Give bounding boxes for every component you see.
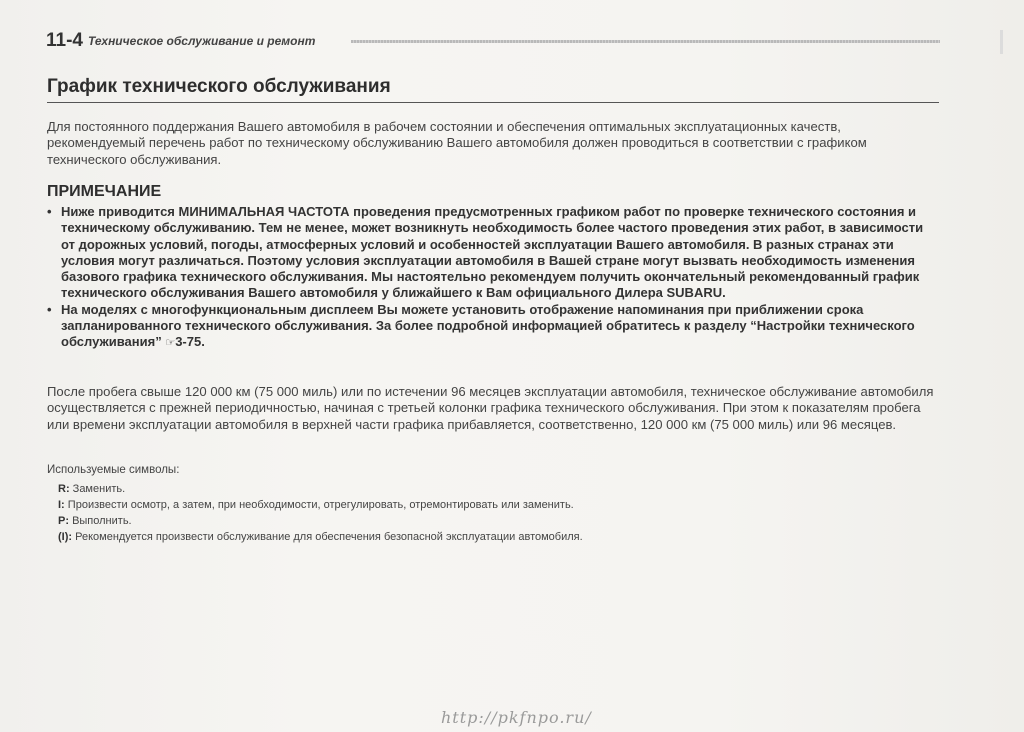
symbol-row: [58, 513, 583, 529]
note-list: [47, 204, 940, 352]
symbol-row: [58, 481, 583, 497]
page-reference-icon: ☞: [165, 337, 176, 350]
note-item: [47, 204, 940, 302]
note-heading: ПРИМЕЧАНИЕ: [47, 183, 162, 200]
page-number: 11-4: [46, 30, 83, 51]
title-underline: [47, 102, 939, 103]
symbol-text: Заменить.: [72, 483, 126, 495]
symbol-text: Выполнить.: [72, 515, 132, 527]
symbol-row: [58, 529, 583, 545]
page-header: [46, 30, 940, 52]
symbols-list: [58, 481, 583, 545]
symbol-row: [58, 497, 583, 513]
note-item-text: На моделях с многофункциональным дисплеем Вы можете установить отображение напоминания при приближении срока запланированного технического обслуживания. За более подробной информацией обратитесь к разделу “Настройки технического обслуживания”: [61, 301, 915, 350]
bullet: •: [47, 204, 52, 219]
section-title: Техническое обслуживание и ремонт: [88, 34, 316, 48]
mileage-paragraph: После пробега свыше 120 000 км (75 000 миль) или по истечении 96 месяцев эксплуатации автомобиля, техническое обслуживание автомобиля осуществляется с прежней периодичностью, начиная с третьей колонки графика технического обслуживания. При этом к показателям пробега или времени эксплуатации автомобиля в верхней части графика прибавляется, соответственно, 120 000 км (75 000 миль) или 96 месяцев.: [47, 384, 934, 432]
symbol-code: (I):: [58, 531, 73, 543]
symbol-text: Рекомендуется произвести обслуживание для обеспечения безопасной эксплуатации автомобиля.: [75, 531, 583, 543]
note-item-text: Ниже приводится МИНИМАЛЬНАЯ ЧАСТОТА проведения предусмотренных графиком работ по проверке технического состояния и техническому обслуживанию. Тем не менее, может возникнуть необходимость более частого проведения этих работ, в зависимости от дорожных условий, погоды, атмосферных условий и особенностей эксплуатации Вашего автомобиля. В разных странах эти условия могут различаться. Поэтому условия эксплуатации автомобиля в Вашей стране могут вызвать необходимость изменения базового графика технического обслуживания. Мы настоятельно рекомендуем получить окончательный рекомендованный график технического обслуживания Вашего автомобиля у ближайшего к Вам официального Дилера SUBARU.: [61, 204, 924, 301]
bullet: •: [47, 301, 52, 317]
header-rule: [351, 40, 940, 43]
note-item: [47, 302, 940, 352]
watermark-url[interactable]: http://pkfnpo.ru/: [441, 708, 592, 727]
symbol-code: P:: [58, 515, 69, 527]
symbol-code: I:: [58, 499, 65, 511]
page-title: График технического обслуживания: [47, 76, 391, 97]
intro-paragraph: Для постоянного поддержания Вашего автомобиля в рабочем состоянии и обеспечения оптимальных эксплуатационных качеств, рекомендуемый перечень работ по техническому обслуживанию Вашего автомобиля должен проводиться в соответствии с графиком технического обслуживания.: [47, 119, 867, 167]
page-reference[interactable]: 3-75.: [175, 334, 205, 350]
symbols-heading: Используемые символы:: [47, 464, 180, 476]
symbol-code: R:: [58, 483, 70, 495]
symbol-text: Произвести осмотр, а затем, при необходимости, отрегулировать, отремонтировать или заменить.: [67, 499, 574, 511]
page-edge-mark: [1000, 30, 1003, 54]
